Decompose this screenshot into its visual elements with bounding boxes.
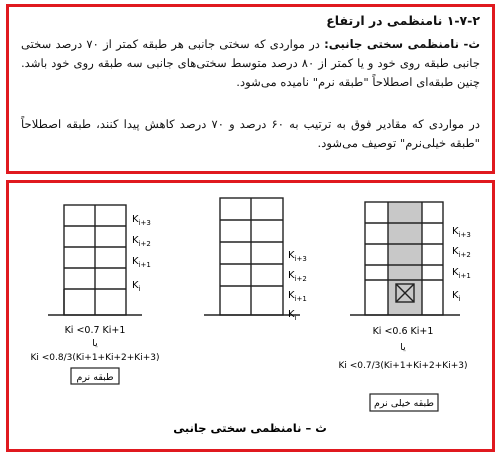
right-condition-1: Ki <0.6 Ki+1	[372, 326, 434, 337]
left-k-i2: $K_{i+2}$	[132, 235, 151, 248]
right-k-labels	[452, 226, 471, 303]
paragraph-very-soft-story: در مواردی که مقادیر فوق به ترتیب به ۶۰ درصد و ۷۰ درصد کاهش پیدا کنند، طبقه اصطلاحاً "طبقه خیلی‌نرم" توصیف می‌شود.	[21, 117, 480, 150]
right-or: یا	[400, 342, 406, 353]
left-condition-2: Ki <0.8/3(Ki+1+Ki+2+Ki+3)	[30, 353, 160, 363]
paragraph-lead: ث- نامنظمی سختی جانبی:	[324, 37, 480, 51]
right-k-i1: $K_{i+1}$	[452, 267, 471, 280]
left-k-i3: $K_{i+3}$	[132, 214, 151, 227]
figure-caption: ث – نامنظمی سختی جانبی	[173, 421, 327, 435]
left-k-labels	[132, 214, 151, 293]
right-k-i3: $K_{i+3}$	[452, 226, 471, 239]
left-k-i1: $K_{i+1}$	[132, 256, 151, 269]
middle-k-labels	[288, 250, 307, 322]
middle-k-i3: $K_{i+3}$	[288, 250, 307, 263]
left-or: یا	[92, 338, 98, 349]
right-k-i2: $K_{i+2}$	[452, 246, 471, 259]
middle-k-i1: $K_{i+1}$	[288, 290, 307, 303]
left-k-i: $K_i$	[132, 280, 141, 293]
middle-frame	[220, 198, 283, 315]
right-k-i: $K_i$	[452, 290, 461, 303]
left-condition-1: Ki <0.7 Ki+1	[64, 325, 126, 336]
right-label: طبقه خیلی نرم	[374, 398, 434, 409]
left-label: طبقه نرم	[76, 372, 114, 383]
right-shaded-bay	[388, 202, 422, 315]
section-heading: ۱-۷-۲ نامنظمی در ارتفاع	[326, 13, 480, 28]
left-frame	[64, 205, 126, 315]
middle-k-i: $K_i$	[288, 309, 297, 322]
middle-k-i2: $K_{i+2}$	[288, 270, 307, 283]
right-condition-2: Ki <0.7/3(Ki+1+Ki+2+Ki+3)	[338, 361, 468, 371]
paragraph-body: در مواردی که سختی جانبی هر طبقه کمتر از ۷۰ درصد سختی جانبی طبقه روی خود و یا کمتر از ۸۰ درصد متوسط سختی‌های جانبی سه طبقه روی خود باشد. چنین طبقه‌ای اصطلاحاً "طبقه نرم" نامیده می‌شود.	[21, 37, 480, 89]
